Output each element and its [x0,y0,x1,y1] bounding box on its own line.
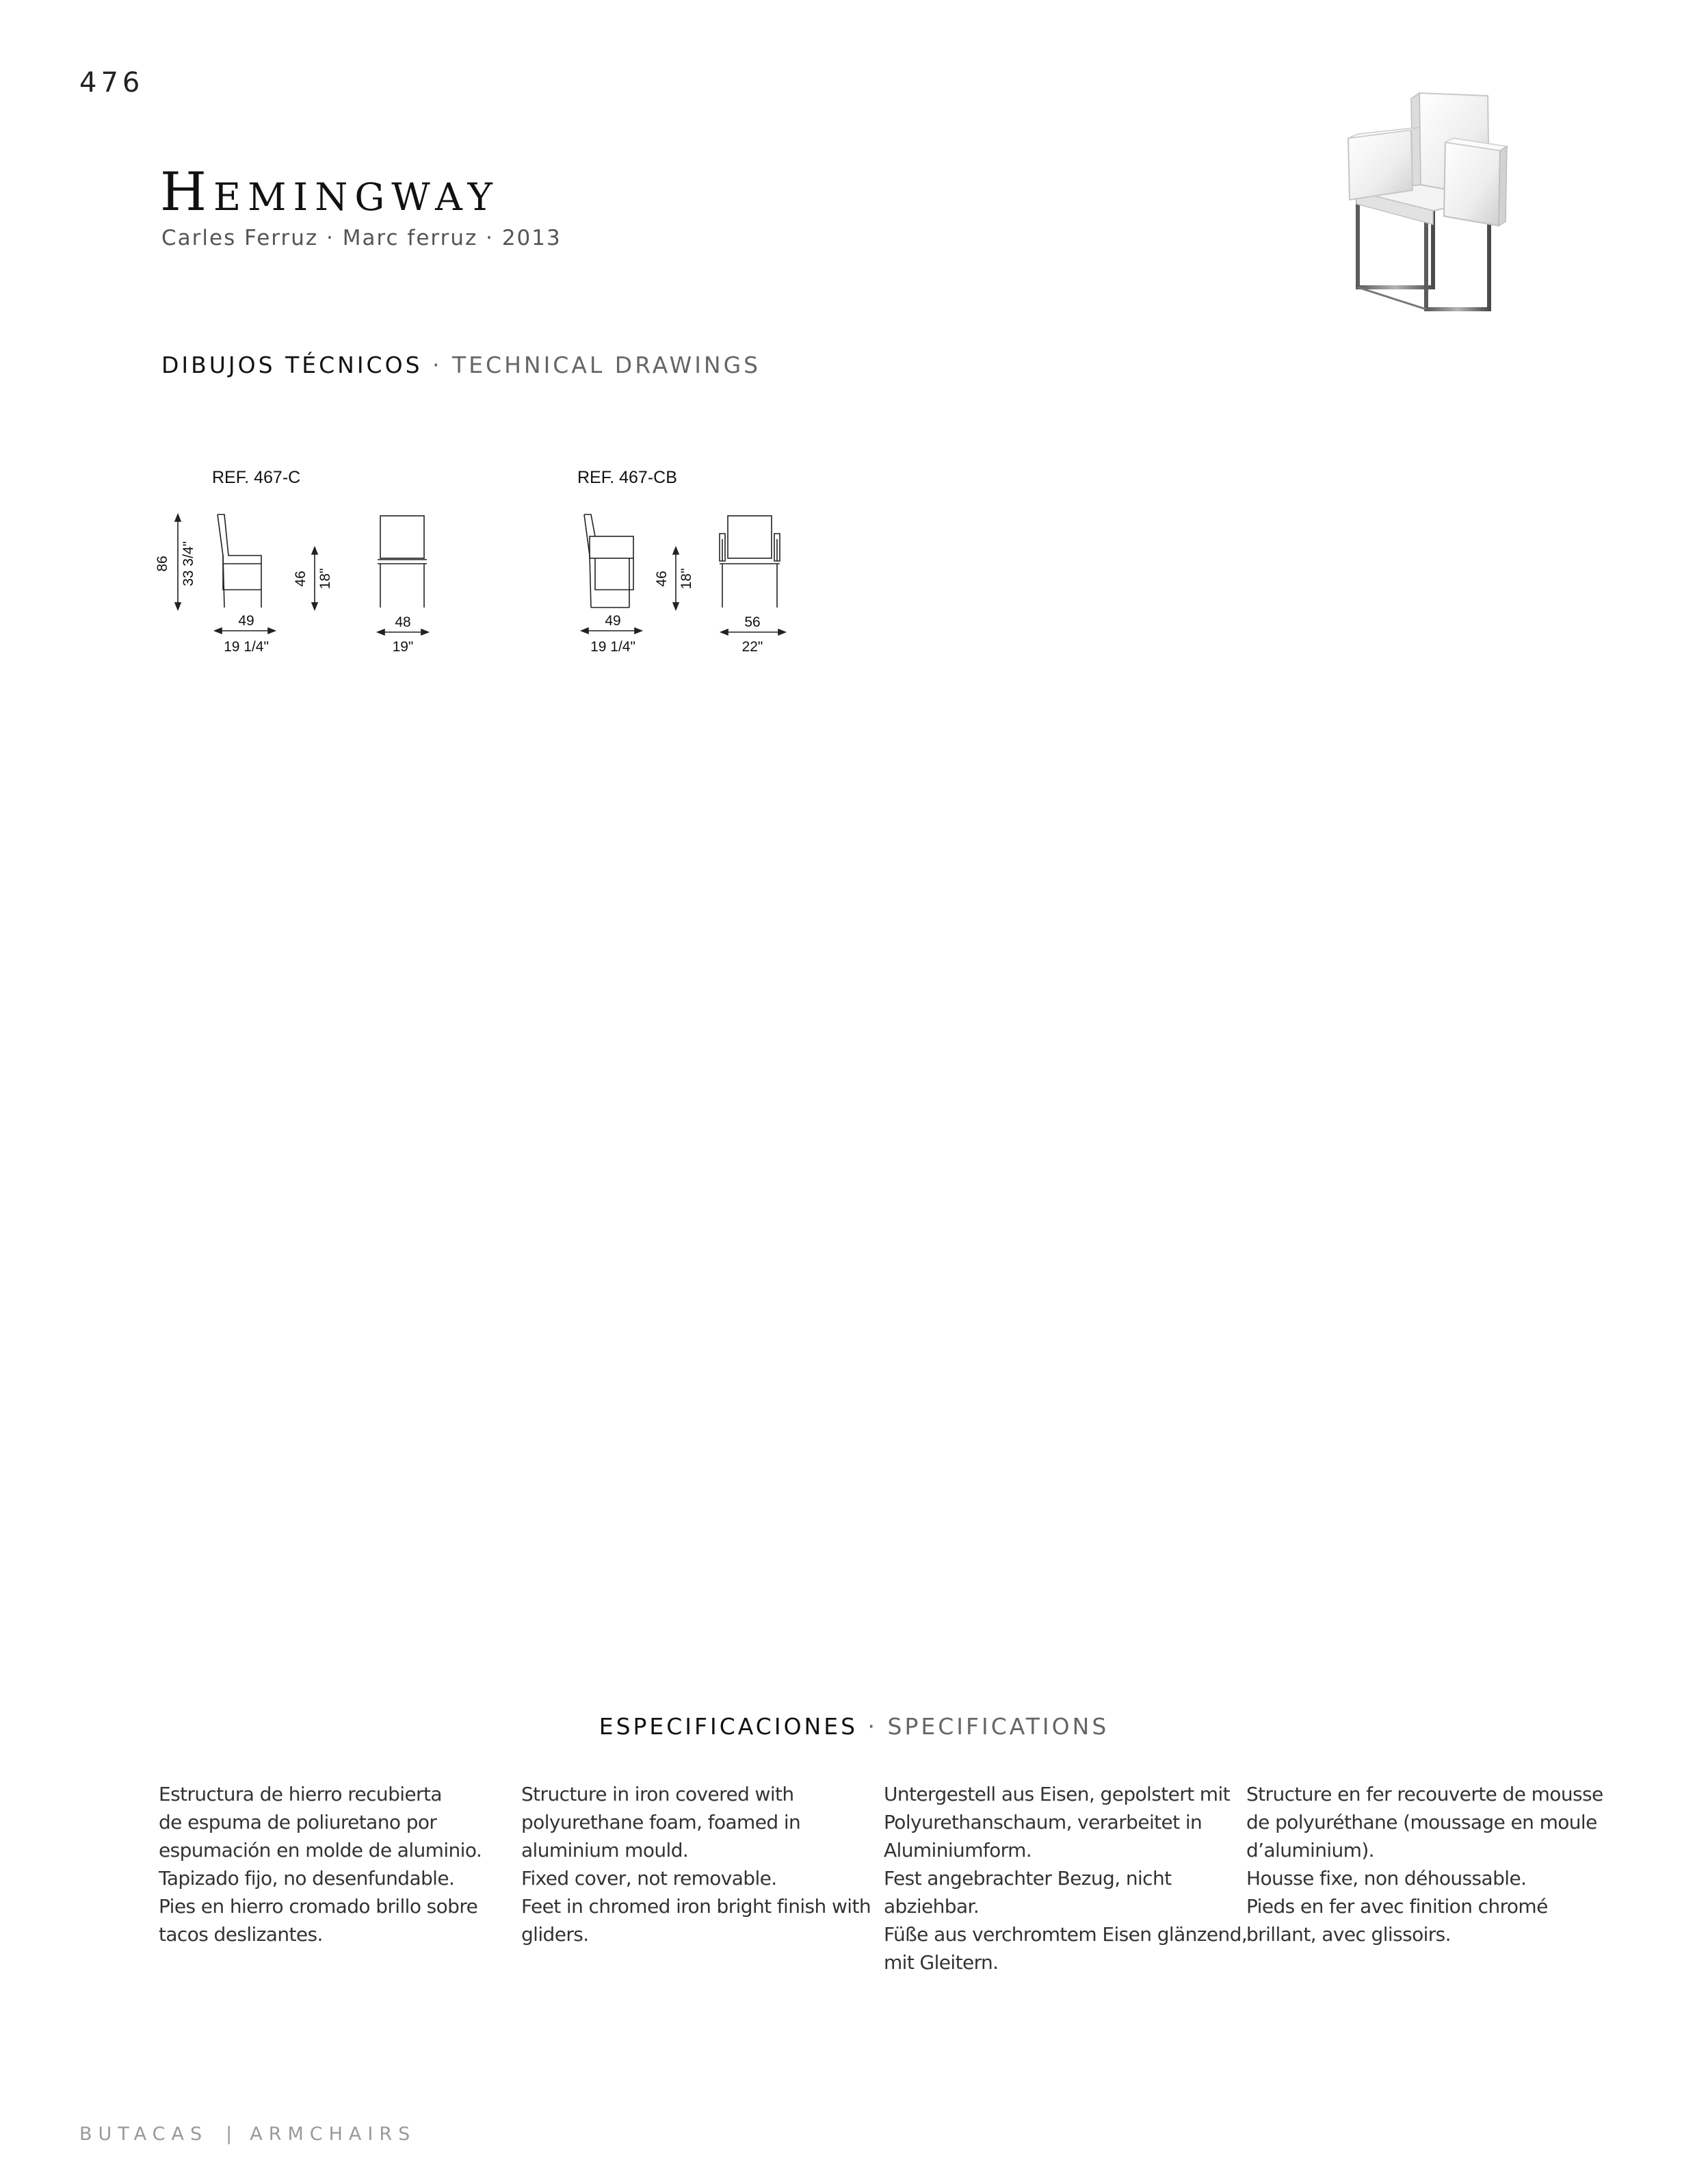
spec-column-en [521,1780,871,1948]
seat-height-in: 18" [679,568,694,590]
ref-label: REF. 467-C [212,468,301,487]
spec-line: espumación en molde de aluminio. [159,1839,482,1862]
spec-line: Polyurethanschaum, verarbeitet in [884,1811,1203,1833]
spec-line: Structure in iron covered with [521,1783,794,1805]
heading-es: DIBUJOS TÉCNICOS [161,352,423,378]
spec-line: aluminium mould. [521,1839,689,1862]
spec-line: Untergestell aus Eisen, gepolstert mit [884,1783,1231,1805]
spec-line: brillant, avec glissoirs. [1246,1923,1451,1946]
seat-height-cm: 46 [293,571,308,587]
product-title: Hemingway [160,161,499,223]
technical-drawings-heading [161,352,761,378]
heading-en: TECHNICAL DRAWINGS [452,352,761,378]
heading-separator: · [867,1713,878,1740]
spec-column-es [159,1780,501,1948]
seat-height-in: 18" [317,568,333,590]
side-width-cm: 49 [238,613,254,629]
spec-line: mit Gleitern. [884,1951,999,1974]
product-photo-armchair [1330,89,1536,322]
spec-line: Fest angebrachter Bezug, nicht [884,1867,1172,1890]
height-in: 33 3/4" [181,541,196,586]
spec-line: de espuma de poliuretano por [159,1811,437,1833]
spec-line: Pieds en fer avec finition chromé [1246,1895,1548,1918]
ref-label: REF. 467-CB [577,468,677,487]
heading-separator: · [432,352,443,378]
spec-line: Aluminiumform. [884,1839,1032,1862]
front-width-cm: 56 [744,614,761,630]
spec-line: polyurethane foam, foamed in [521,1811,801,1833]
spec-column-fr [1246,1780,1603,1948]
specifications-heading [0,1713,1708,1740]
heading-es: ESPECIFICACIONES [599,1713,858,1740]
spec-line: abziehbar. [884,1895,980,1918]
spec-column-de [884,1780,1248,1976]
spec-line: Tapizado fijo, no desenfundable. [159,1867,455,1890]
side-width-in: 19 1/4" [590,639,635,655]
spec-line: Estructura de hierro recubierta [159,1783,442,1805]
spec-line: gliders. [521,1923,589,1946]
seat-height-cm: 46 [654,571,670,587]
spec-line: Fixed cover, not removable. [521,1867,777,1890]
dimension-drawing [561,468,848,673]
side-width-in: 19 1/4" [224,639,269,655]
footer-es: BUTACAS [79,2124,209,2145]
spec-line: d’aluminium). [1246,1839,1374,1862]
spec-line: Feet in chromed iron bright finish with [521,1895,871,1918]
spec-line: de polyuréthane (moussage en moule [1246,1811,1597,1833]
footer-section-label [79,2124,416,2145]
footer-en: ARMCHAIRS [250,2124,417,2145]
dimension-drawing [150,468,465,673]
spec-line: Pies en hierro cromado brillo sobre [159,1895,478,1918]
side-width-cm: 49 [605,613,621,629]
front-width-in: 19" [392,639,414,655]
height-cm: 86 [155,556,170,572]
front-width-cm: 48 [395,614,411,630]
spec-line: Structure en fer recouverte de mousse [1246,1783,1603,1805]
designers-credit: Carles Ferruz · Marc ferruz · 2013 [161,226,562,250]
technical-drawing-467-c [150,468,465,673]
technical-drawing-467-cb [561,468,848,673]
footer-separator: | [226,2124,233,2145]
front-width-in: 22" [741,639,763,655]
heading-en: SPECIFICATIONS [887,1713,1109,1740]
page-number: 476 [79,67,144,99]
spec-line: Housse fixe, non déhoussable. [1246,1867,1527,1890]
spec-line: Füße aus verchromtem Eisen glänzend, [884,1923,1248,1946]
spec-line: tacos deslizantes. [159,1923,323,1946]
